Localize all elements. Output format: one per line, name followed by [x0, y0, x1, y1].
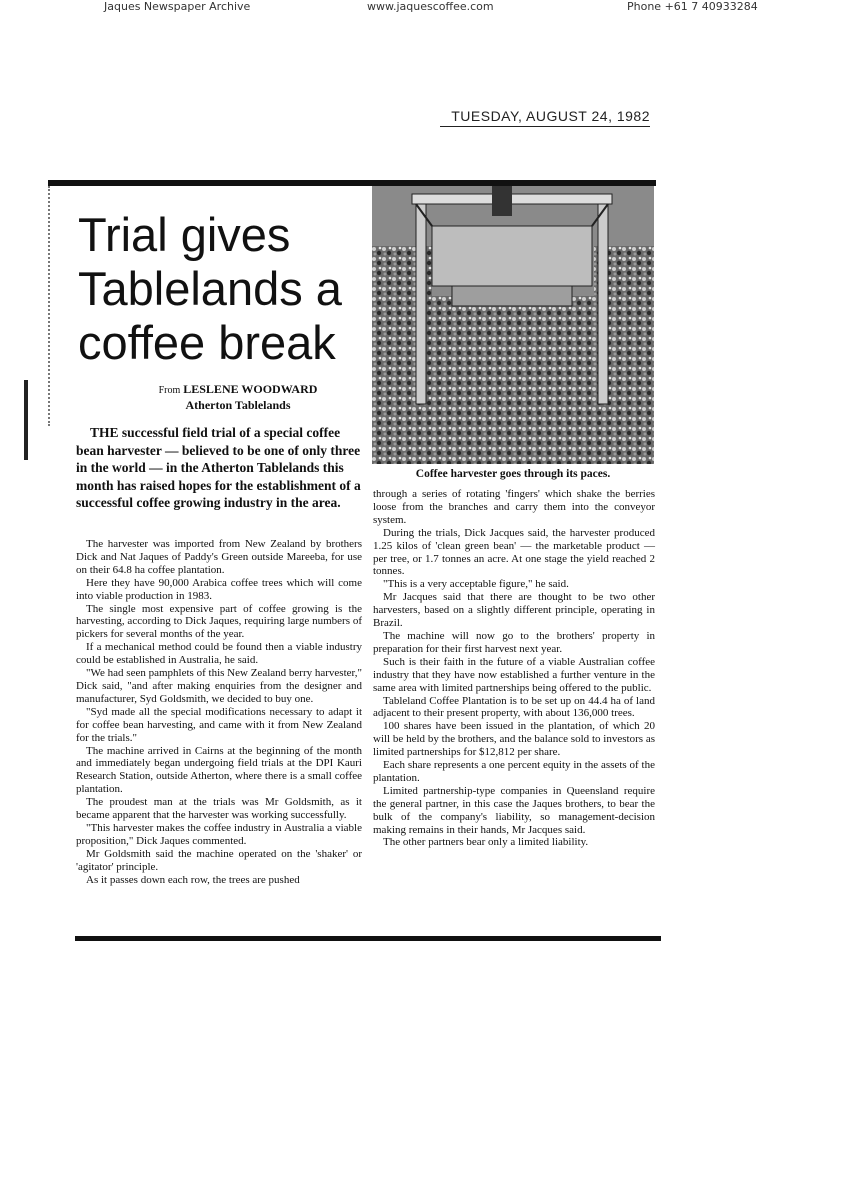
lead-paragraph: THE successful field trial of a special coffee bean harvester — believed to be one of only three in the world — in the Atherton Tablelands this month has raised hopes for the establishment of a successful coffee growing industry in the area.: [76, 425, 361, 510]
paragraph: Tableland Coffee Plantation is to be set up on 44.4 ha of land adjacent to their present property, with about 136,000 trees.: [373, 694, 655, 720]
paragraph: The machine will now go to the brothers' property in preparation for their first harvest next year.: [373, 629, 655, 655]
paragraph: The proudest man at the trials was Mr Goldsmith, as it became apparent that the harvester was working successfully.: [76, 796, 362, 822]
paragraph: The single most expensive part of coffee growing is the harvesting, according to Dick Jaques, requiring large numbers of pickers for several months of the year.: [76, 602, 362, 641]
paragraph: During the trials, Dick Jacques said, the harvester produced 1.25 kilos of 'clean green bean' — the marketable product — per tree, or 1.7 tonnes an acre. At one stage the yield reached 2 tonnes.: [373, 526, 655, 578]
scan-edge-mark: [24, 380, 28, 460]
photo-caption: Coffee harvester goes through its paces.: [415, 468, 611, 480]
headline: Trial gives Tablelands a coffee break: [78, 208, 342, 369]
paragraph: through a series of rotating 'fingers' which shake the berries loose from the branches and carry them into the conveyor system.: [373, 488, 655, 526]
paragraph: "This harvester makes the coffee industry in Australia a viable proposition," Dick Jaques commented.: [76, 821, 362, 847]
paragraph: The other partners bear only a limited liability.: [383, 836, 589, 849]
byline-from: From: [158, 385, 181, 396]
paragraph: If a mechanical method could be found then a viable industry could be established in Australia, he said.: [76, 641, 362, 667]
paragraph: "This is a very acceptable figure," he said.: [383, 578, 569, 591]
harvester-photo: [372, 186, 654, 464]
paragraph: Mr Jacques said that there are thought to be two other harvesters, based on a slightly different principle, operating in Brazil.: [373, 591, 655, 630]
bottom-rule: [75, 936, 661, 941]
archive-phone: Phone +61 7 40933284: [627, 0, 758, 13]
paragraph: Limited partnership-type companies in Queensland require the general partner, in this case the Jaques brothers, to bear the bulk of the company's liability, so management-decision making remains in their hands, Mr Jacques said.: [373, 784, 655, 836]
archive-website: www.jaquescoffee.com: [367, 0, 494, 13]
issue-date: TUESDAY, AUGUST 24, 1982: [440, 108, 650, 127]
byline-location: Atherton Tablelands: [185, 398, 291, 412]
paragraph: Here they have 90,000 Arabica coffee trees which will come into viable production in 1983.: [76, 576, 362, 602]
paragraph: Each share represents a one percent equity in the assets of the plantation.: [373, 759, 655, 784]
paragraph: Mr Goldsmith said the machine operated on the 'shaker' or 'agitator' principle.: [76, 847, 362, 873]
archive-name: Jaques Newspaper Archive: [104, 0, 251, 13]
byline: [118, 382, 358, 412]
harvester-photo-illustration: [372, 186, 654, 464]
paragraph: As it passes down each row, the trees are pushed: [86, 873, 300, 886]
paragraph: The harvester was imported from New Zealand by brothers Dick and Nat Jaques of Paddy's Green outside Mareeba, for use on their 64.8 ha coffee plantation.: [76, 538, 362, 576]
paragraph: Such is their faith in the future of a viable Australian coffee industry that they have now established a further venture in the same area with limited partnerships being offered to the public.: [373, 655, 655, 694]
paragraph: "Syd made all the special modifications necessary to adapt it for coffee bean harvesting, and came with it from New Zealand for the trials.": [76, 705, 362, 744]
article-column-2: [373, 488, 655, 849]
article-column-1: [76, 538, 362, 886]
paragraph: The machine arrived in Cairns at the beginning of the month and immediately began undergoing field trials at the DPI Kauri Research Station, outside Atherton, where there is a small coffee plantation.: [76, 744, 362, 796]
byline-name: LESLENE WOODWARD: [183, 382, 318, 396]
paragraph: "We had seen pamphlets of this New Zealand berry harvester," Dick said, "and after making enquiries from the designer and manufacturer, Syd Goldsmith, we decided to buy one.: [76, 667, 362, 705]
scan-edge-marks: [48, 186, 56, 426]
paragraph: 100 shares have been issued in the plantation, of which 20 will be held by the brothers, and the balance sold to investors as limited partnerships for $12,812 per share.: [373, 720, 655, 759]
